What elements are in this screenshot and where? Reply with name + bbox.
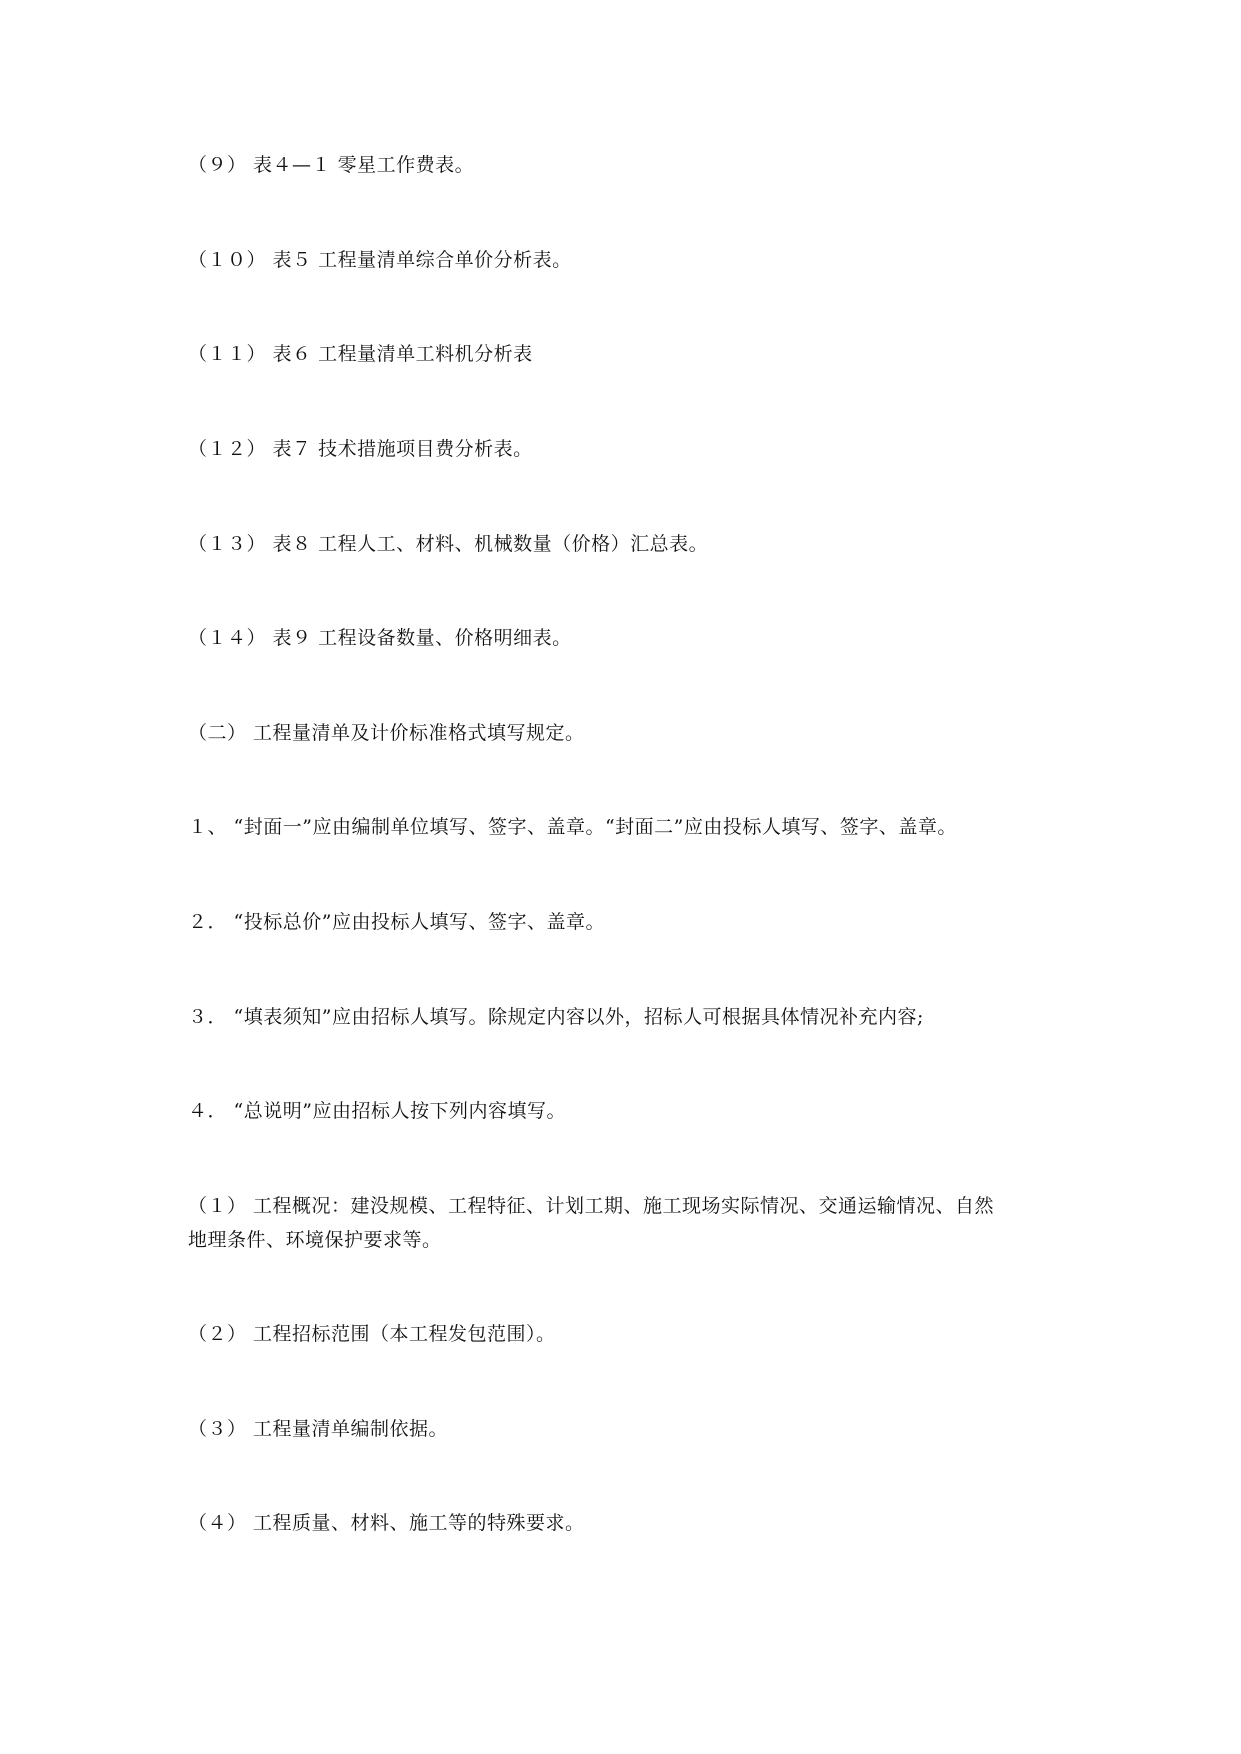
rule-item-2: ２． “投标总价”应由投标人填写、签字、盖章。	[188, 911, 605, 933]
paragraph-item-14: （１４） 表９ 工程设备数量、价格明细表。	[188, 627, 572, 649]
sub-item-1: （１） 工程概况：建没规模、工程特征、计划工期、施工现场实际情况、交通运输情况、自然	[188, 1195, 995, 1217]
paragraph-item-9: （９） 表４—１ 零星工作费表。	[188, 154, 475, 176]
section-heading-2: （二） 工程量清单及计价标准格式填写规定。	[188, 722, 585, 744]
paragraph-item-12: （１２） 表７ 技术措施项目费分析表。	[188, 438, 533, 460]
paragraph-item-13: （１３） 表８ 工程人工、材料、机械数量（价格）汇总表。	[188, 533, 709, 555]
paragraph-item-11: （１１） 表６ 工程量清单工料机分析表	[188, 343, 533, 365]
sub-item-4: （４） 工程质量、材料、施工等的特殊要求。	[188, 1512, 585, 1534]
sub-item-2: （２） 工程招标范围（本工程发包范围）。	[188, 1323, 556, 1345]
rule-item-3: ３． “填表须知”应由招标人填写。除规定内容以外，招标人可根据具体情况补充内容;	[188, 1006, 924, 1028]
rule-item-4: ４． “总说明”应由招标人按下列内容填写。	[188, 1100, 566, 1122]
paragraph-item-10: （１０） 表５ 工程量清单综合单价分析表。	[188, 249, 572, 271]
rule-item-1: １、 “封面一”应由编制单位填写、签字、盖章。“封面二”应由投标人填写、签字、盖章。	[188, 816, 957, 838]
sub-item-1-continued: 地理条件、环境保护要求等。	[188, 1229, 442, 1251]
sub-item-3: （３） 工程量清单编制依据。	[188, 1418, 449, 1440]
